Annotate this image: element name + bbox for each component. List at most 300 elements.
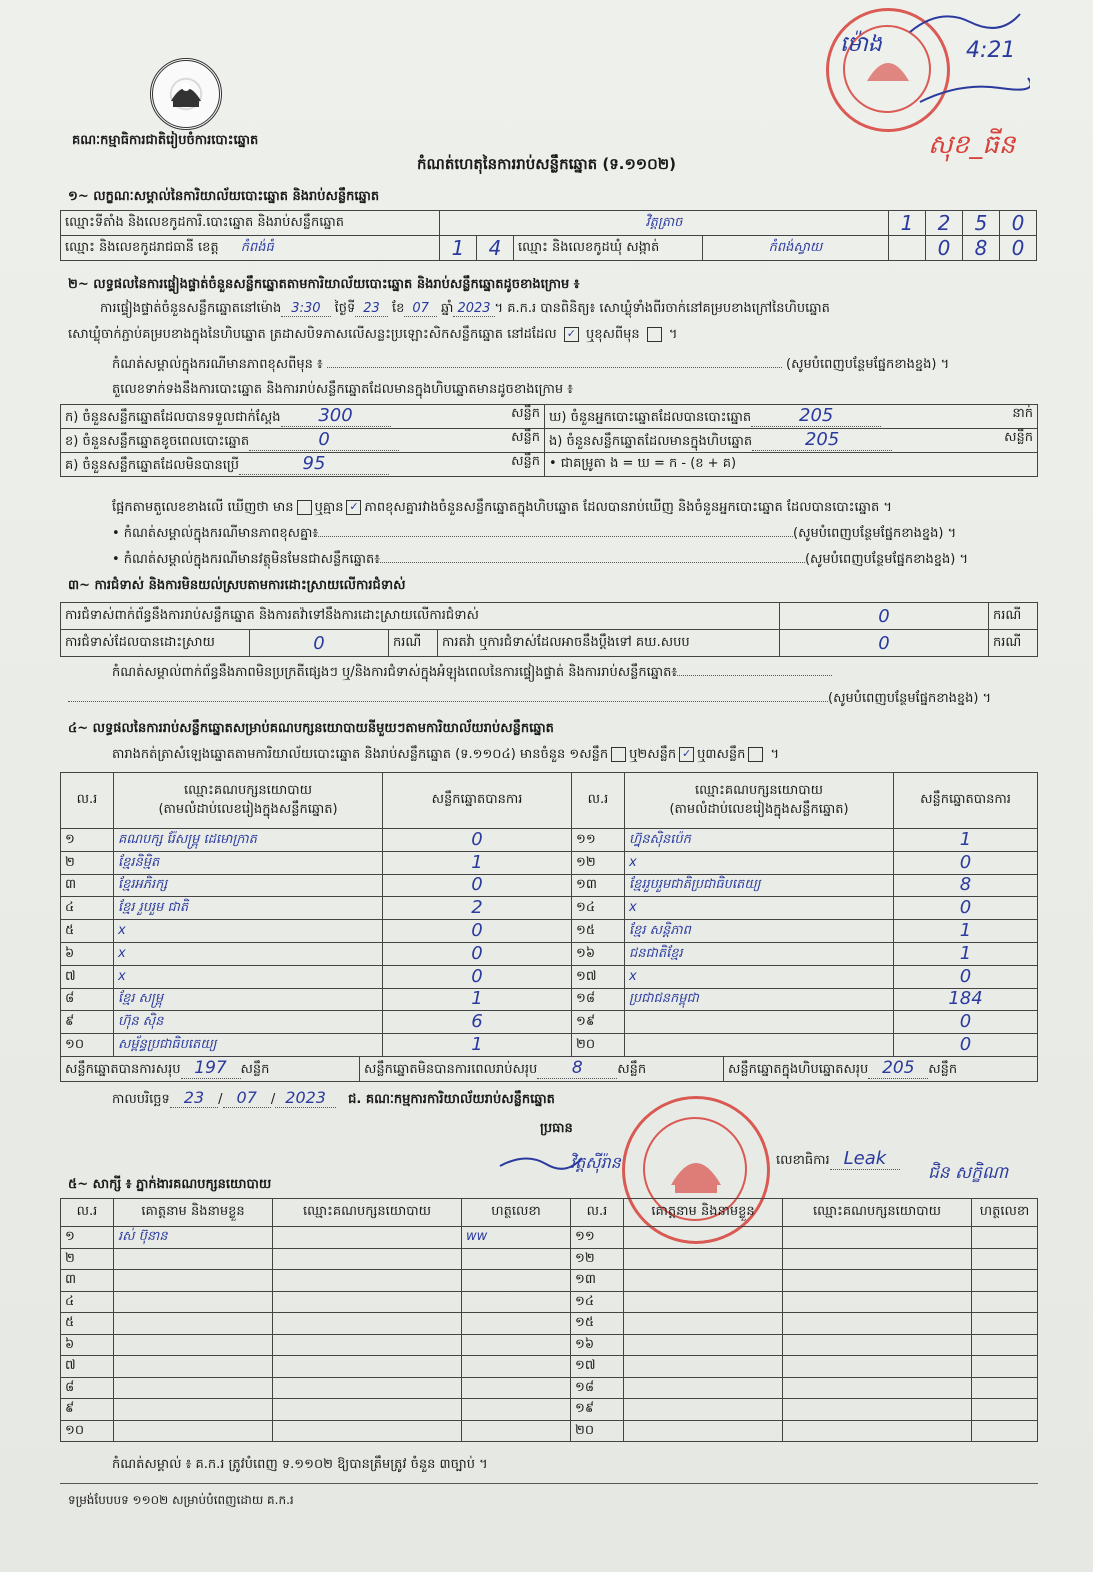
count-ko-value: 95 [239,453,389,475]
witness-no-right: ១៨ [571,1377,624,1399]
date-month: 07 [223,1088,271,1108]
results-row [61,829,1038,852]
results-row [61,965,1038,988]
result-no-left: ២ [61,851,114,874]
different-checkbox[interactable] [647,327,662,342]
verify-text-a: ការផ្ទៀងផ្ទាត់ចំនួនសន្លឹកឆ្នោតនៅម៉ោង [100,301,282,316]
results-col-votes-left: សន្លឹកឆ្នោតបានការ [383,773,572,829]
secretary-signature: Leak [830,1148,901,1170]
witness-party-right [783,1420,972,1442]
results-row [61,874,1038,897]
witness-no-left: ២ [61,1248,114,1270]
result-votes-left: 0 [383,829,572,852]
result-party-right [625,1034,894,1057]
result-no-left: ៩ [61,1011,114,1034]
objection-appeal-value: 0 [780,630,989,657]
witness-no-left: ៤ [61,1291,114,1313]
witness-sign-left: ww [462,1227,571,1249]
witness-col-sign-right: ហត្ថលេខា [972,1199,1038,1227]
location-code-3: 5 [963,211,1000,236]
objection-resolved-value: 0 [250,630,389,657]
date-year: 2023 [275,1088,336,1108]
witness-sign-right [972,1313,1038,1335]
witness-party-left [273,1270,462,1292]
result-votes-left: 0 [383,942,572,965]
verify-year: 2023 [453,301,494,317]
witness-no-left: ៧ [61,1356,114,1378]
witness-sign-right [972,1356,1038,1378]
province-label: ឈ្មោះ និងលេខកូដរាជធានី ខេត្ត [65,239,219,255]
witness-no-left: ៦ [61,1334,114,1356]
witness-name-right [624,1270,783,1292]
witness-table [60,1198,1038,1442]
result-party-left: សម្ព័ន្ធប្រជាធិបតេយ្យ [114,1034,383,1057]
results-col-party-right [625,773,894,829]
objection-resolved-label: ការជំទាស់ដែលបានដោះស្រាយ [61,630,250,657]
result-no-right: ១៦ [572,942,625,965]
section3-note-label: កំណត់សម្គាល់ពាក់ព័ន្ធនឹងភាពមិនប្រក្រតីផ្សេងៗ ឬ/និងការជំទាស់ក្នុងអំឡុងពេលនៃការផ្ទៀងផ្ទាត់ និងការរាប់សន្លឹកឆ្នោត៖ [112,665,678,680]
count-ngo-unit: សន្លឹក [1004,430,1033,445]
nec-logo [150,58,222,130]
results-col-party-left [114,773,383,829]
result-party-right: ហ្វ៊ុនស៊ិនប៉េក [625,829,894,852]
witness-name-right [624,1377,783,1399]
result-party-right: ប្រជាជនកម្ពុជា [625,988,894,1011]
bullet1-line [112,525,1037,544]
result-party-right: x [625,897,894,920]
witness-party-right [783,1313,972,1335]
bullet2-hint: (សូមបំពេញបន្ថែមផ្នែកខាងខ្នង) ។ [804,552,969,567]
secretary-line [776,1148,900,1171]
witness-sign-left [462,1334,571,1356]
count-ka-label: ក) ចំនួនសន្លឹកឆ្នោតដែលបានទទួលជាក់ស្ដែង [65,410,281,425]
witness-no-right: ២០ [571,1420,624,1442]
witness-name-right [624,1399,783,1421]
verify-text-c: ខែ [391,301,405,316]
result-no-left: ៥ [61,920,114,943]
results-col-party-right-title: ឈ្មោះគណបក្សនយោបាយ [695,782,823,798]
witness-name-left [114,1248,273,1270]
witness-party-left [273,1334,462,1356]
footer-divider [60,1483,1038,1484]
counts-table [60,404,1038,477]
witness-sign-left [462,1248,571,1270]
result-votes-left: 6 [383,1011,572,1034]
objection-resolved-unit: ករណី [389,630,438,657]
witness-col-no-left: ល.រ [61,1199,114,1227]
witness-col-name-left: គោត្តនាម និងនាមខ្លួន [114,1199,273,1227]
province-value: កំពង់ធំ [240,239,274,255]
count-ngo-label: ង) ចំនួនសន្លឹកឆ្នោតដែលមានក្នុងហិបឆ្នោត [549,434,753,449]
witness-party-left [273,1377,462,1399]
note1-hint: (សូមបំពេញបន្ថែមផ្នែកខាងខ្នង) ។ [786,357,950,372]
result-no-right: ១៧ [572,965,625,988]
count-ko-unit: សន្លឹក [511,454,540,469]
result-votes-right: 0 [894,965,1038,988]
witness-party-right [783,1291,972,1313]
count-kha-value: 0 [249,429,399,451]
result-party-right: ខ្មែរ សន្តិភាព [625,920,894,943]
total-invalid-unit: សន្លឹក [617,1062,647,1077]
objection-appeal-label: ការតវ៉ា ឬការជំទាស់ដែលអាចនឹងប្ដឹងទៅ គឃ.សបប [438,630,780,657]
bullet2-label: • កំណត់សម្គាល់ក្នុងករណីមានវត្ថុមិនមែនជាសន្លឹកឆ្នោត៖ [112,552,380,567]
location-table [60,210,1037,261]
compare-text-b: ឬគ្មាន [314,500,344,515]
result-no-left: ១ [61,829,114,852]
witness-no-right: ១៤ [571,1291,624,1313]
witness-name-right [624,1248,783,1270]
result-no-right: ១៨ [572,988,625,1011]
witness-party-left [273,1248,462,1270]
witness-sign-right [972,1420,1038,1442]
witness-no-right: ១៩ [571,1399,624,1421]
date-day: 23 [170,1088,218,1108]
stamp-handwriting-label: ម៉ោង [840,32,882,57]
total-valid-unit: សន្លឹក [240,1062,270,1077]
result-votes-right: 8 [894,874,1038,897]
result-party-left: ខ្មែរនិម្មិត [114,851,383,874]
witness-sign-left [462,1377,571,1399]
witness-col-party-right: ឈ្មោះគណបក្សនយោបាយ [783,1199,972,1227]
witness-party-left [273,1399,462,1421]
witness-party-left [273,1313,462,1335]
date-label: កាលបរិច្ឆេទ [112,1092,170,1107]
sheets-line: តារាងកត់ត្រាសំឡេងឆ្នោតតាមការិយាល័យបោះឆ្នោត និងរាប់សន្លឹកឆ្នោត (ទ.១១០៤) មានចំនួន ១សន្លឹក ឬ២សន្លឹក ✓ ឬ៣សន្លឹក ។ [112,747,780,762]
counts-intro: តួលេខទាក់ទងនឹងការបោះឆ្នោត និងការរាប់សន្លឹកឆ្នោតដែលមានក្នុងហិបឆ្នោតមានដូចខាងក្រោម ៖ [112,382,573,397]
total-invalid-value: 8 [537,1058,617,1079]
results-body [61,829,1038,1057]
witness-name-right [624,1313,783,1335]
verify-text-e: ។ គ.ក.រ បានពិនិត្យ៖ សោឃ្លុំទាំងពីរចាក់នៅគម្របខាងក្រៅនៃហិបឆ្នោត [494,301,830,316]
witness-party-left [273,1227,462,1249]
witness-party-right [783,1399,972,1421]
count-formula: • ជាគម្រូតា ង = ឃ = ក - (ខ + គ) [545,453,1038,477]
compare-line [112,499,1042,518]
results-row [61,1011,1038,1034]
province-cell [61,236,440,261]
verify-text-b: ថ្ងៃទី [334,301,356,316]
province-code-2: 4 [477,236,514,261]
results-row [61,851,1038,874]
count-kho-label: ឃ) ចំនួនអ្នកបោះឆ្នោតដែលបានបោះឆ្នោត [549,410,752,425]
bullet1-hint: (សូមបំពេញបន្ថែមផ្នែកខាងខ្នង) ។ [793,526,957,541]
section3-note-line2 [68,690,1038,709]
witness-no-right: ១៦ [571,1334,624,1356]
same-checkbox[interactable]: ✓ [564,327,579,342]
section3-note-hint: (សូមបំពេញបន្ថែមផ្នែកខាងខ្នង) ។ [828,691,992,706]
compare-text-a: ផ្អែកតាមតួលេខខាងលើ ឃើញថា មាន [112,500,294,515]
witness-sign-right [972,1399,1038,1421]
verify-text-d: ឆ្នាំ [441,301,454,316]
result-party-left: ខ្មែរ រួបរួម ជាតិ [114,897,383,920]
bullet2-blank [380,562,805,563]
sheets-intro-c: ឬ៣សន្លឹក [697,747,746,762]
stamp-handwriting-time: 4:21 [966,38,1016,63]
witness-name-right [624,1420,783,1442]
witness-no-left: ៩ [61,1399,114,1421]
witness-name-left [114,1356,273,1378]
witness-row [61,1420,1038,1442]
verify-day: 23 [355,301,388,317]
results-row [61,942,1038,965]
count-kho-unit: នាក់ [1012,406,1033,421]
result-no-left: ៤ [61,897,114,920]
witness-party-right [783,1356,972,1378]
section3-note-blank [677,675,832,676]
results-col-no-left: ល.រ [61,773,114,829]
result-party-right [625,1011,894,1034]
section1-heading: ១~ លក្ខណៈសម្គាល់នៃការិយាល័យបោះឆ្នោត និងរាប់សន្លឹកឆ្នោត [68,189,380,204]
witness-row [61,1377,1038,1399]
total-valid-label: សន្លឹកឆ្នោតបានការសរុប [65,1062,181,1077]
witness-no-right: ១១ [571,1227,624,1249]
note1-line [112,356,1042,375]
total-valid-value: 197 [181,1058,241,1079]
three-sheet-checkbox[interactable] [748,747,763,762]
witness-row [61,1248,1038,1270]
witness-no-left: ១ [61,1227,114,1249]
footnote: កំណត់សម្គាល់ ៖ គ.ក.រ ត្រូវបំពេញ ទ.១១០២ ឱ្យបានត្រឹមត្រូវ ចំនួន ៣ច្បាប់ ។ [112,1457,488,1472]
sheets-intro: តារាងកត់ត្រាសំឡេងឆ្នោតតាមការិយាល័យបោះឆ្នោត និងរាប់សន្លឹកឆ្នោត (ទ.១១០៤) មានចំនួន ១សន្លឹក [112,747,609,762]
result-party-right: x [625,851,894,874]
witness-name-right [624,1334,783,1356]
witness-sign-right [972,1270,1038,1292]
objection-total-unit: ករណី [989,603,1038,630]
results-row [61,1034,1038,1057]
results-col-party-left-sub: (តាមលំដាប់លេខរៀងក្នុងសន្លឹកឆ្នោត) [158,801,338,817]
seal-line: សោឃ្លុំចាក់ភ្ជាប់គម្របខាងក្នុងនៃហិបឆ្នោត ត្រដាសបិទភាសលើសន្លះប្រឡោះសិកសន្លឹកឆ្នោត នៅដដែល ✓ ឬខុសពីមុន ។ [68,327,678,342]
witness-row [61,1291,1038,1313]
result-party-left: ខ្មែរ សម្ព្រុ [114,988,383,1011]
result-no-left: ៧ [61,965,114,988]
witness-party-left [273,1291,462,1313]
result-no-right: ២០ [572,1034,625,1057]
result-votes-left: 0 [383,874,572,897]
result-votes-left: 0 [383,965,572,988]
witness-name-right [624,1356,783,1378]
result-votes-left: 1 [383,988,572,1011]
witness-body [61,1227,1038,1442]
seal-text: សោឃ្លុំចាក់ភ្ជាប់គម្របខាងក្នុងនៃហិបឆ្នោត ត្រដាសបិទភាសលើសន្លះប្រឡោះសិកសន្លឹកឆ្នោត នៅដដែល [68,327,557,342]
date-line: កាលបរិច្ឆេទ 23 / 07 / 2023 ជ. គណៈកម្មការការិយាល័យរាប់សន្លឹកឆ្នោត [112,1088,555,1107]
witness-sign-left [462,1399,571,1421]
result-votes-right: 0 [894,1011,1038,1034]
witness-row [61,1356,1038,1378]
witness-sign-right [972,1291,1038,1313]
witness-sign-left [462,1313,571,1335]
committee-name: គណៈកម្មាធិការជាតិរៀបចំការបោះឆ្នោត [72,133,259,148]
witness-name-left [114,1399,273,1421]
stamp-scribble-icon [900,2,1030,122]
result-no-left: ៦ [61,942,114,965]
witness-row [61,1313,1038,1335]
difference-yes-checkbox[interactable] [297,500,312,515]
witness-party-left [273,1356,462,1378]
witness-row [61,1334,1038,1356]
commune-code-2: 8 [963,236,1000,261]
count-ka-value: 300 [281,405,391,427]
note1-blank [327,367,782,368]
results-table [60,772,1038,1057]
witness-no-left: ៥ [61,1313,114,1335]
objection-total-value: 0 [780,603,989,630]
witness-name-right [624,1291,783,1313]
result-votes-right: 0 [894,897,1038,920]
totals-table [60,1056,1038,1082]
witness-row [61,1227,1038,1249]
result-no-left: ១០ [61,1034,114,1057]
section4-heading: ៤~ លទ្ធផលនៃការរាប់សន្លឹកឆ្នោតសម្រាប់គណបក្សនយោបាយនីមួយៗតាមការិយាល័យរាប់សន្លឹកឆ្នោត [68,721,554,736]
verify-month: 07 [404,301,437,317]
result-party-left: គណបក្ស រ៉ែសម្ព្រុ ដេមោក្រាត [114,829,383,852]
commune-label: ឈ្មោះ និងលេខកូដឃុំ សង្កាត់ [514,236,703,261]
two-sheet-checkbox[interactable]: ✓ [679,747,694,762]
result-votes-left: 1 [383,851,572,874]
result-party-right: x [625,965,894,988]
location-code-4: 0 [1000,211,1037,236]
location-code-1: 1 [889,211,926,236]
witness-party-right [783,1334,972,1356]
result-party-left: x [114,920,383,943]
verification-line [100,300,1040,319]
count-ka-unit: សន្លឹក [511,406,540,421]
result-votes-right: 1 [894,942,1038,965]
total-invalid-label: សន្លឹកឆ្នោតមិនបានការពេលរាប់សរុប [364,1062,538,1077]
result-party-left: ហ៊ុន ស៊ិន [114,1011,383,1034]
commune-value: កំពង់ស្វាយ [703,236,889,261]
result-no-left: ៨ [61,988,114,1011]
witness-sign-left [462,1420,571,1442]
count-kha-label: ខ) ចំនួនសន្លឹកឆ្នោតខូចពេលបោះឆ្នោត [65,434,250,449]
witness-party-right [783,1377,972,1399]
location-label: ឈ្មោះទីតាំង និងលេខកូដការិ.បោះឆ្នោត និងរាប់សន្លឹកឆ្នោត [61,211,440,236]
results-row [61,988,1038,1011]
witness-name-left: រស់ ប៊ុនាន [114,1227,273,1249]
sheets-intro-b: ឬ២សន្លឹក [629,747,677,762]
witness-name-left [114,1334,273,1356]
witness-col-sign-left: ហត្ថលេខា [462,1199,571,1227]
red-handwritten-name: សុខ_ធីន [928,130,1016,160]
seal-or-text: ឬខុសពីមុន [585,327,640,342]
witness-no-left: ៣ [61,1270,114,1292]
commune-code-3: 0 [1000,236,1037,261]
secretary-name: ជិន សក្ខិណា [928,1163,1009,1183]
result-votes-right: 0 [894,1034,1038,1057]
compare-text-c: ភាពខុសគ្នារវាងចំនួនសន្លឹកឆ្នោតក្នុងហិបឆ្នោត ដែលបានរាប់ឃើញ និងចំនួនអ្នកបោះឆ្នោត ដែលបានបោះឆ្នោត ។ [364,500,892,515]
result-votes-right: 184 [894,988,1038,1011]
note1-label: កំណត់សម្គាល់ក្នុងករណីមានភាពខុសពីមុន ៖ [112,357,323,372]
results-col-votes-right: សន្លឹកឆ្នោតបានការ [894,773,1038,829]
commune-code-1: 0 [926,236,963,261]
total-box-unit: សន្លឹក [928,1062,958,1077]
bullet1-label: • កំណត់សម្គាល់ក្នុងករណីមានភាពខុសគ្នា៖ [112,526,319,541]
count-ngo-value: 205 [752,429,892,451]
witness-party-right [783,1270,972,1292]
section3-note [112,664,1037,683]
witness-row [61,1399,1038,1421]
bullet1-blank [318,536,793,537]
total-box-label: សន្លឹកឆ្នោតក្នុងហិបឆ្នោតសរុប [728,1062,869,1077]
total-box-value: 205 [868,1058,928,1079]
witness-name-left [114,1291,273,1313]
result-no-right: ១៤ [572,897,625,920]
witness-sign-left [462,1291,571,1313]
location-value: វិត្តត្រាច [440,211,889,236]
result-votes-left: 0 [383,920,572,943]
witness-sign-right [972,1377,1038,1399]
result-votes-left: 1 [383,1034,572,1057]
result-votes-right: 1 [894,829,1038,852]
objection-total-label: ការជំទាស់ពាក់ព័ន្ធនឹងការរាប់សន្លឹកឆ្នោត និងការតវ៉ាទៅនឹងការដោះស្រាយលើការជំទាស់ [61,603,780,630]
witness-no-right: ១៧ [571,1356,624,1378]
one-sheet-checkbox[interactable] [611,747,626,762]
nec-emblem-icon [153,61,219,127]
count-kho-value: 205 [751,405,881,427]
witness-name-left [114,1420,273,1442]
difference-no-checkbox[interactable]: ✓ [346,500,361,515]
results-col-party-left-title: ឈ្មោះគណបក្សនយោបាយ [184,782,312,798]
witness-sign-right [972,1334,1038,1356]
results-col-party-right-sub: (តាមលំដាប់លេខរៀងក្នុងសន្លឹកឆ្នោត) [669,801,849,817]
result-party-left: ខ្មែរអភិរក្ស [114,874,383,897]
result-party-left: x [114,965,383,988]
verify-time: 3:30 [281,301,330,317]
witness-row [61,1270,1038,1292]
witness-sign-left [462,1356,571,1378]
result-votes-right: 0 [894,851,1038,874]
witness-no-left: ៨ [61,1377,114,1399]
chair-signature: វិត្តស៊ីរ៉ាន [570,1153,621,1172]
witness-party-right [783,1248,972,1270]
province-code-1: 1 [440,236,477,261]
result-no-right: ១១ [572,829,625,852]
section2-heading: ២~ លទ្ធផលនៃការផ្ទៀងផ្ទាត់ចំនួនសន្លឹកឆ្នោតតាមការិយាល័យបោះឆ្នោត និងរាប់សន្លឹកឆ្នោតដូចខាងក្រោម ៖ [68,277,580,292]
chair-scribble-icon [496,1142,586,1182]
witness-name-right [624,1227,783,1249]
witness-name-left [114,1270,273,1292]
section5-heading: ៥~ សាក្សី ៖ ភ្នាក់ងារគណបក្សនយោបាយ [68,1177,272,1192]
result-party-right: ខ្មែររួបរួមជាតិប្រជាធិបតេយ្យ [625,874,894,897]
result-no-right: ១២ [572,851,625,874]
secretary-label: លេខាធិការ [776,1153,830,1168]
section3-heading: ៣~ ការជំទាស់ និងការមិនយល់ស្របតាមការដោះស្រាយលើការជំទាស់ [68,578,406,593]
witness-no-right: ១៣ [571,1270,624,1292]
form-footer: ទម្រង់បែបបទ ១១០២ សម្រាប់បំពេញដោយ គ.ក.រ [68,1493,294,1507]
count-kha-unit: សន្លឹក [511,430,540,445]
location-code-2: 2 [926,211,963,236]
committee-line: ជ. គណៈកម្មការការិយាល័យរាប់សន្លឹកឆ្នោត [348,1092,555,1107]
bullet2-line [112,551,1037,570]
result-party-left: x [114,942,383,965]
result-party-right: ជនជាតិខ្មែរ [625,942,894,965]
objections-table [60,602,1038,657]
result-no-right: ១៩ [572,1011,625,1034]
witness-party-right [783,1227,972,1249]
objection-appeal-unit: ករណី [989,630,1038,657]
result-no-right: ១៣ [572,874,625,897]
page-title: កំណត់ហេតុនៃការរាប់សន្លឹកឆ្នោត (ទ.១១០២) [416,155,676,173]
results-col-no-right: ល.រ [572,773,625,829]
result-no-left: ៣ [61,874,114,897]
witness-no-left: ១០ [61,1420,114,1442]
results-row [61,920,1038,943]
result-votes-right: 1 [894,920,1038,943]
results-row [61,897,1038,920]
witness-no-right: ១៥ [571,1313,624,1335]
result-votes-left: 2 [383,897,572,920]
witness-sign-right [972,1248,1038,1270]
count-ko-label: គ) ចំនួនសន្លឹកឆ្នោតដែលមិនបានប្រើ [65,458,239,473]
